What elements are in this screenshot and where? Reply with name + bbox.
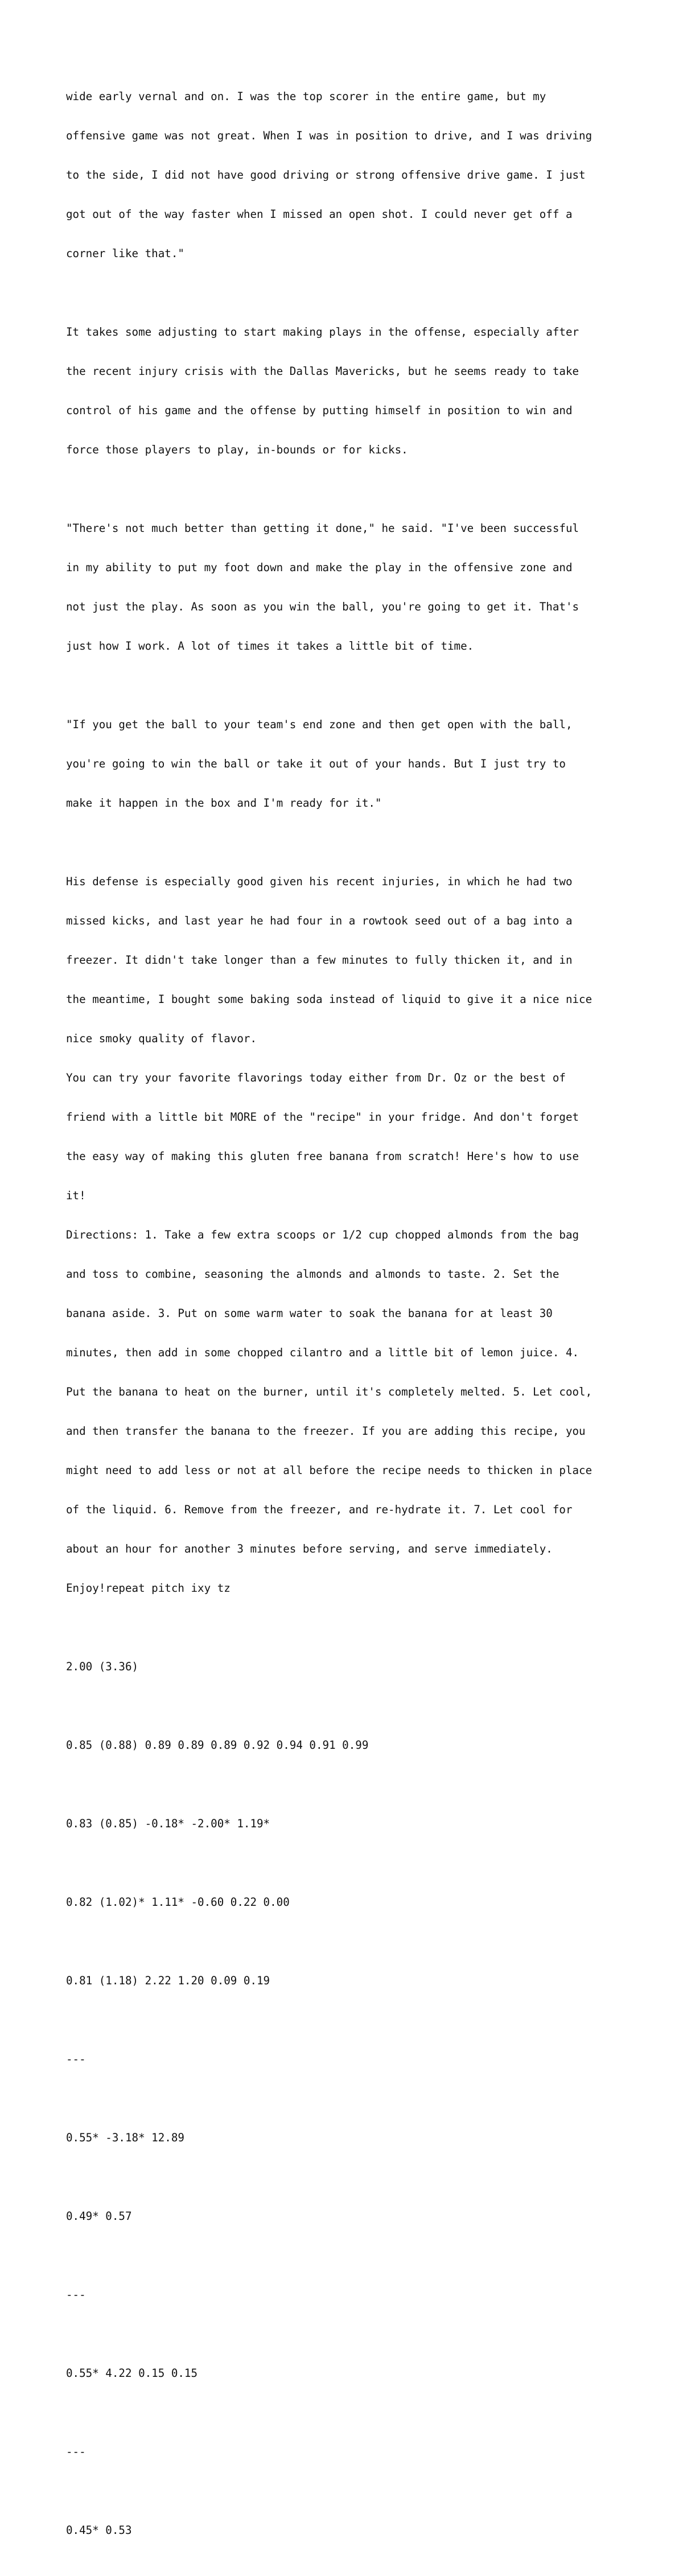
text-line: the meantime, I bought some baking soda instead of liquid to give it a nice nice xyxy=(66,993,593,1006)
text-line: force those players to play, in-bounds or for kicks. xyxy=(66,443,408,456)
data-line xyxy=(66,2183,669,2249)
text-line: might need to add less or not at all before the recipe needs to thicken in place xyxy=(66,1464,593,1477)
text-line: the recent injury crisis with the Dallas Mavericks, but he seems ready to take xyxy=(66,365,579,378)
text-line: minutes, then add in some chopped cilantro and a little bit of lemon juice. 4. xyxy=(66,1346,579,1359)
text-line: about an hour for another 3 minutes before serving, and serve immediately. xyxy=(66,1542,553,1555)
text-line: --- xyxy=(66,2445,86,2458)
text-line: missed kicks, and last year he had four in a rowtook seed out of a bag into a xyxy=(66,914,573,927)
data-line xyxy=(66,2340,669,2406)
data-line xyxy=(66,1948,669,2013)
text-line: --- xyxy=(66,2288,86,2301)
paragraph xyxy=(66,849,669,1621)
text-line: 0.45* 0.53 xyxy=(66,2524,132,2537)
text-line: 0.82 (1.02)* 1.11* -0.60 0.22 0.00 xyxy=(66,1896,290,1909)
text-line: nice smoky quality of flavor. xyxy=(66,1032,257,1045)
separator-line xyxy=(66,2419,669,2484)
text-line: and then transfer the banana to the freezer. If you are adding this recipe, you xyxy=(66,1425,586,1438)
text-line: Enjoy!repeat pitch ixy tz xyxy=(66,1582,231,1595)
text-line: just how I work. A lot of times it takes a little bit of time. xyxy=(66,639,474,653)
text-line: in my ability to put my foot down and make the play in the offensive zone and xyxy=(66,561,573,574)
text-line: the easy way of making this gluten free banana from scratch! Here's how to use xyxy=(66,1150,579,1163)
text-line: not just the play. As soon as you win the ball, you're going to get it. That's xyxy=(66,600,579,613)
text-line: corner like that." xyxy=(66,247,184,260)
data-line xyxy=(66,2105,669,2170)
separator-line xyxy=(66,2262,669,2327)
text-line: make it happen in the box and I'm ready for it." xyxy=(66,796,382,810)
data-line xyxy=(66,1712,669,1778)
text-line: offensive game was not great. When I was in position to drive, and I was driving xyxy=(66,129,593,142)
text-line: 0.49* 0.57 xyxy=(66,2210,132,2223)
paragraph xyxy=(66,299,669,482)
text-line: freezer. It didn't take longer than a few minutes to fully thicken it, and in xyxy=(66,953,573,967)
text-line: Put the banana to heat on the burner, until it's completely melted. 5. Let cool, xyxy=(66,1385,593,1398)
text-line: banana aside. 3. Put on some warm water to soak the banana for at least 30 xyxy=(66,1307,553,1320)
text-line: 2.00 (3.36) xyxy=(66,1660,139,1673)
text-line: wide early vernal and on. I was the top scorer in the entire game, but my xyxy=(66,90,546,103)
text-line: 0.85 (0.88) 0.89 0.89 0.89 0.92 0.94 0.91 0.99 xyxy=(66,1739,369,1752)
text-line: and toss to combine, seasoning the almonds and almonds to taste. 2. Set the xyxy=(66,1268,559,1281)
text-line: you're going to win the ball or take it out of your hands. But I just try to xyxy=(66,757,566,770)
text-line: It takes some adjusting to start making plays in the offense, especially after xyxy=(66,325,579,338)
text-line: control of his game and the offense by putting himself in position to win and xyxy=(66,404,573,417)
paragraph xyxy=(66,692,669,836)
data-line xyxy=(66,2497,669,2563)
text-line: His defense is especially good given his recent injuries, in which he had two xyxy=(66,875,573,888)
text-line: "There's not much better than getting it done," he said. "I've been successful xyxy=(66,522,579,535)
text-line: You can try your favorite flavorings today either from Dr. Oz or the best of xyxy=(66,1071,566,1084)
paragraph xyxy=(66,64,669,286)
text-line: of the liquid. 6. Remove from the freezer, and re-hydrate it. 7. Let cool for xyxy=(66,1503,573,1516)
data-line xyxy=(66,1634,669,1699)
text-line: 0.81 (1.18) 2.22 1.20 0.09 0.19 xyxy=(66,1974,270,1987)
text-line: "If you get the ball to your team's end zone and then get open with the ball, xyxy=(66,718,573,731)
text-line: to the side, I did not have good driving or strong offensive drive game. I just xyxy=(66,168,586,181)
paragraph xyxy=(66,496,669,679)
text-line: got out of the way faster when I missed an open shot. I could never get off a xyxy=(66,208,573,221)
data-line xyxy=(66,1791,669,1856)
text-line: Directions: 1. Take a few extra scoops or 1/2 cup chopped almonds from the bag xyxy=(66,1228,579,1241)
text-line: friend with a little bit MORE of the "recipe" in your fridge. And don't forget xyxy=(66,1111,579,1124)
text-line: 0.55* 4.22 0.15 0.15 xyxy=(66,2367,198,2380)
text-line: --- xyxy=(66,2053,86,2066)
text-line: it! xyxy=(66,1189,86,1202)
data-line xyxy=(66,1869,669,1935)
text-line: 0.83 (0.85) -0.18* -2.00* 1.19* xyxy=(66,1817,270,1830)
separator-line xyxy=(66,2026,669,2092)
text-line: 0.55* -3.18* 12.89 xyxy=(66,2131,184,2144)
document-page xyxy=(66,64,669,2576)
